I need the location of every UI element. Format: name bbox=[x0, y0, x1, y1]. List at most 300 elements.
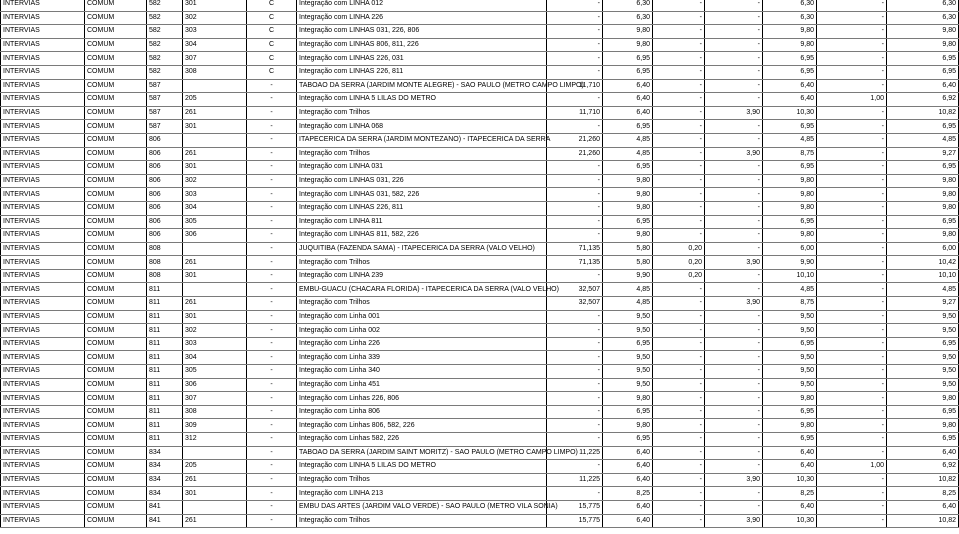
category-cell: C bbox=[247, 25, 297, 39]
line-number-cell: 841 bbox=[147, 500, 183, 514]
table-row bbox=[1, 297, 959, 311]
integration-code-cell: 312 bbox=[183, 433, 247, 447]
table-row bbox=[1, 405, 959, 419]
operator-cell: INTERVIAS bbox=[1, 79, 85, 93]
metro-surcharge-cell: - bbox=[817, 500, 887, 514]
service-type-cell: COMUM bbox=[85, 392, 147, 406]
description-cell: Integração com LINHA 012 bbox=[297, 0, 547, 11]
line-number-cell: 841 bbox=[147, 514, 183, 528]
operator-cell: INTERVIAS bbox=[1, 405, 85, 419]
integration-code-cell bbox=[183, 133, 247, 147]
metro-surcharge-cell: - bbox=[817, 11, 887, 25]
line-number-cell: 587 bbox=[147, 120, 183, 134]
final-total-cell: 9,80 bbox=[887, 419, 959, 433]
operator-cell: INTERVIAS bbox=[1, 473, 85, 487]
line-number-cell: 582 bbox=[147, 38, 183, 52]
fare-cell: 6,40 bbox=[603, 460, 653, 474]
line-number-cell: 806 bbox=[147, 215, 183, 229]
category-cell: C bbox=[247, 65, 297, 79]
description-cell: Integração com LINHAS 806, 811, 226 bbox=[297, 38, 547, 52]
service-type-cell: COMUM bbox=[85, 283, 147, 297]
distance-cell: - bbox=[547, 120, 603, 134]
fare-cell: 6,40 bbox=[603, 93, 653, 107]
surcharge-cell: - bbox=[653, 188, 705, 202]
category-cell: - bbox=[247, 106, 297, 120]
table-row bbox=[1, 65, 959, 79]
description-cell: Integração com Trilhos bbox=[297, 473, 547, 487]
integration-code-cell: 305 bbox=[183, 365, 247, 379]
integration-fare-cell: - bbox=[705, 351, 763, 365]
integration-code-cell: 261 bbox=[183, 256, 247, 270]
table-row bbox=[1, 256, 959, 270]
description-cell: Integração com LINHAS 226, 811 bbox=[297, 201, 547, 215]
integration-fare-cell: 3,90 bbox=[705, 106, 763, 120]
final-total-cell: 9,80 bbox=[887, 38, 959, 52]
line-number-cell: 806 bbox=[147, 188, 183, 202]
surcharge-cell: - bbox=[653, 174, 705, 188]
final-total-cell: 8,25 bbox=[887, 487, 959, 501]
table-row bbox=[1, 419, 959, 433]
metro-surcharge-cell: - bbox=[817, 446, 887, 460]
operator-cell: INTERVIAS bbox=[1, 229, 85, 243]
service-type-cell: COMUM bbox=[85, 79, 147, 93]
distance-cell: - bbox=[547, 310, 603, 324]
operator-cell: INTERVIAS bbox=[1, 201, 85, 215]
final-total-cell: 9,80 bbox=[887, 25, 959, 39]
operator-cell: INTERVIAS bbox=[1, 11, 85, 25]
surcharge-cell: - bbox=[653, 283, 705, 297]
description-cell: Integração com LINHA 811 bbox=[297, 215, 547, 229]
integration-code-cell: 261 bbox=[183, 514, 247, 528]
final-total-cell: 6,95 bbox=[887, 120, 959, 134]
service-type-cell: COMUM bbox=[85, 378, 147, 392]
operator-cell: INTERVIAS bbox=[1, 147, 85, 161]
service-type-cell: COMUM bbox=[85, 11, 147, 25]
category-cell: - bbox=[247, 174, 297, 188]
fare-cell: 5,80 bbox=[603, 242, 653, 256]
service-type-cell: COMUM bbox=[85, 324, 147, 338]
table-row bbox=[1, 242, 959, 256]
distance-cell: - bbox=[547, 365, 603, 379]
final-total-cell: 9,80 bbox=[887, 229, 959, 243]
fare-cell: 5,80 bbox=[603, 256, 653, 270]
table-row bbox=[1, 174, 959, 188]
description-cell: Integração com Linhas 582, 226 bbox=[297, 433, 547, 447]
description-cell: Integração com LINHAS 031, 226 bbox=[297, 174, 547, 188]
metro-surcharge-cell: - bbox=[817, 283, 887, 297]
total-cell: 9,80 bbox=[763, 38, 817, 52]
operator-cell: INTERVIAS bbox=[1, 269, 85, 283]
table-row bbox=[1, 514, 959, 528]
integration-code-cell: 302 bbox=[183, 324, 247, 338]
category-cell: - bbox=[247, 337, 297, 351]
line-number-cell: 811 bbox=[147, 405, 183, 419]
integration-fare-cell: - bbox=[705, 188, 763, 202]
distance-cell: 21,260 bbox=[547, 133, 603, 147]
line-number-cell: 582 bbox=[147, 0, 183, 11]
integration-code-cell: 307 bbox=[183, 52, 247, 66]
operator-cell: INTERVIAS bbox=[1, 120, 85, 134]
total-cell: 9,50 bbox=[763, 324, 817, 338]
final-total-cell: 6,30 bbox=[887, 11, 959, 25]
integration-fare-cell: - bbox=[705, 433, 763, 447]
surcharge-cell: - bbox=[653, 460, 705, 474]
metro-surcharge-cell: - bbox=[817, 52, 887, 66]
service-type-cell: COMUM bbox=[85, 419, 147, 433]
category-cell: - bbox=[247, 433, 297, 447]
integration-fare-cell: - bbox=[705, 405, 763, 419]
line-number-cell: 811 bbox=[147, 378, 183, 392]
integration-code-cell: 303 bbox=[183, 188, 247, 202]
integration-code-cell: 205 bbox=[183, 93, 247, 107]
line-number-cell: 806 bbox=[147, 201, 183, 215]
final-total-cell: 9,80 bbox=[887, 174, 959, 188]
distance-cell: - bbox=[547, 378, 603, 392]
final-total-cell: 6,95 bbox=[887, 405, 959, 419]
line-number-cell: 834 bbox=[147, 487, 183, 501]
fare-cell: 9,80 bbox=[603, 174, 653, 188]
description-cell: JUQUITIBA (FAZENDA SAMA) - ITAPECERICA DA SERRA (VALO VELHO) bbox=[297, 242, 547, 256]
surcharge-cell: - bbox=[653, 93, 705, 107]
integration-code-cell: 301 bbox=[183, 310, 247, 324]
integration-fare-cell: - bbox=[705, 11, 763, 25]
description-cell: Integração com LINHA 213 bbox=[297, 487, 547, 501]
operator-cell: INTERVIAS bbox=[1, 242, 85, 256]
distance-cell: 71,135 bbox=[547, 256, 603, 270]
distance-cell: 21,260 bbox=[547, 147, 603, 161]
integration-code-cell: 301 bbox=[183, 0, 247, 11]
operator-cell: INTERVIAS bbox=[1, 487, 85, 501]
final-total-cell: 9,80 bbox=[887, 188, 959, 202]
category-cell: - bbox=[247, 120, 297, 134]
integration-fare-cell: - bbox=[705, 460, 763, 474]
metro-surcharge-cell: 1,00 bbox=[817, 460, 887, 474]
line-number-cell: 806 bbox=[147, 147, 183, 161]
distance-cell: - bbox=[547, 161, 603, 175]
integration-code-cell: 301 bbox=[183, 487, 247, 501]
distance-cell: - bbox=[547, 392, 603, 406]
distance-cell: 15,775 bbox=[547, 514, 603, 528]
fare-cell: 4,85 bbox=[603, 297, 653, 311]
final-total-cell: 9,50 bbox=[887, 378, 959, 392]
service-type-cell: COMUM bbox=[85, 188, 147, 202]
description-cell: ITAPECERICA DA SERRA (JARDIM MONTEZANO) - ITAPECERICA DA SERRA bbox=[297, 133, 547, 147]
line-number-cell: 811 bbox=[147, 419, 183, 433]
description-cell: Integração com Trilhos bbox=[297, 297, 547, 311]
category-cell: - bbox=[247, 487, 297, 501]
metro-surcharge-cell: - bbox=[817, 269, 887, 283]
fare-cell: 6,95 bbox=[603, 337, 653, 351]
line-number-cell: 811 bbox=[147, 310, 183, 324]
operator-cell: INTERVIAS bbox=[1, 215, 85, 229]
total-cell: 8,75 bbox=[763, 147, 817, 161]
integration-code-cell: 309 bbox=[183, 419, 247, 433]
service-type-cell: COMUM bbox=[85, 120, 147, 134]
total-cell: 6,95 bbox=[763, 161, 817, 175]
fare-cell: 9,80 bbox=[603, 38, 653, 52]
service-type-cell: COMUM bbox=[85, 433, 147, 447]
table-row bbox=[1, 120, 959, 134]
surcharge-cell: - bbox=[653, 79, 705, 93]
integration-fare-cell: - bbox=[705, 392, 763, 406]
total-cell: 10,30 bbox=[763, 106, 817, 120]
integration-code-cell: 304 bbox=[183, 351, 247, 365]
line-number-cell: 834 bbox=[147, 446, 183, 460]
service-type-cell: COMUM bbox=[85, 487, 147, 501]
fare-cell: 6,95 bbox=[603, 161, 653, 175]
table-row bbox=[1, 310, 959, 324]
fare-cell: 9,80 bbox=[603, 25, 653, 39]
final-total-cell: 6,92 bbox=[887, 460, 959, 474]
operator-cell: INTERVIAS bbox=[1, 283, 85, 297]
final-total-cell: 9,50 bbox=[887, 324, 959, 338]
category-cell: - bbox=[247, 310, 297, 324]
fare-cell: 9,50 bbox=[603, 378, 653, 392]
category-cell: - bbox=[247, 188, 297, 202]
table-row bbox=[1, 25, 959, 39]
fare-cell: 6,40 bbox=[603, 473, 653, 487]
surcharge-cell: - bbox=[653, 133, 705, 147]
total-cell: 9,50 bbox=[763, 351, 817, 365]
distance-cell: - bbox=[547, 201, 603, 215]
description-cell: Integração com Linhas 806, 582, 226 bbox=[297, 419, 547, 433]
distance-cell: - bbox=[547, 52, 603, 66]
fare-cell: 8,25 bbox=[603, 487, 653, 501]
description-cell: Integração com LINHA 068 bbox=[297, 120, 547, 134]
integration-fare-cell: 3,90 bbox=[705, 297, 763, 311]
metro-surcharge-cell: - bbox=[817, 256, 887, 270]
surcharge-cell: - bbox=[653, 25, 705, 39]
service-type-cell: COMUM bbox=[85, 242, 147, 256]
description-cell: Integração com LINHA 5 LILAS DO METRO bbox=[297, 93, 547, 107]
category-cell: - bbox=[247, 147, 297, 161]
integration-fare-cell: 3,90 bbox=[705, 256, 763, 270]
distance-cell: - bbox=[547, 25, 603, 39]
operator-cell: INTERVIAS bbox=[1, 133, 85, 147]
metro-surcharge-cell: - bbox=[817, 378, 887, 392]
service-type-cell: COMUM bbox=[85, 133, 147, 147]
fare-cell: 9,50 bbox=[603, 324, 653, 338]
metro-surcharge-cell: - bbox=[817, 79, 887, 93]
table-row bbox=[1, 188, 959, 202]
description-cell: Integração com Linha 226 bbox=[297, 337, 547, 351]
operator-cell: INTERVIAS bbox=[1, 297, 85, 311]
operator-cell: INTERVIAS bbox=[1, 93, 85, 107]
total-cell: 6,95 bbox=[763, 215, 817, 229]
line-number-cell: 811 bbox=[147, 283, 183, 297]
fare-cell: 6,40 bbox=[603, 79, 653, 93]
service-type-cell: COMUM bbox=[85, 365, 147, 379]
category-cell: - bbox=[247, 93, 297, 107]
line-number-cell: 811 bbox=[147, 433, 183, 447]
total-cell: 6,40 bbox=[763, 446, 817, 460]
description-cell: Integração com LINHA 5 LILAS DO METRO bbox=[297, 460, 547, 474]
operator-cell: INTERVIAS bbox=[1, 161, 85, 175]
integration-code-cell: 308 bbox=[183, 65, 247, 79]
description-cell: Integração com Linha 806 bbox=[297, 405, 547, 419]
service-type-cell: COMUM bbox=[85, 229, 147, 243]
service-type-cell: COMUM bbox=[85, 25, 147, 39]
integration-fare-cell: 3,90 bbox=[705, 514, 763, 528]
service-type-cell: COMUM bbox=[85, 38, 147, 52]
metro-surcharge-cell: - bbox=[817, 201, 887, 215]
integration-fare-cell: - bbox=[705, 133, 763, 147]
description-cell: Integração com LINHAS 811, 582, 226 bbox=[297, 229, 547, 243]
description-cell: Integração com Linha 451 bbox=[297, 378, 547, 392]
operator-cell: INTERVIAS bbox=[1, 324, 85, 338]
total-cell: 9,50 bbox=[763, 378, 817, 392]
total-cell: 6,30 bbox=[763, 11, 817, 25]
final-total-cell: 6,30 bbox=[887, 0, 959, 11]
table-row bbox=[1, 473, 959, 487]
fare-cell: 4,85 bbox=[603, 133, 653, 147]
fare-cell: 6,95 bbox=[603, 120, 653, 134]
metro-surcharge-cell: - bbox=[817, 0, 887, 11]
distance-cell: - bbox=[547, 11, 603, 25]
fare-cell: 6,95 bbox=[603, 52, 653, 66]
table-row bbox=[1, 229, 959, 243]
surcharge-cell: - bbox=[653, 106, 705, 120]
surcharge-cell: - bbox=[653, 487, 705, 501]
surcharge-cell: - bbox=[653, 201, 705, 215]
distance-cell: - bbox=[547, 337, 603, 351]
service-type-cell: COMUM bbox=[85, 0, 147, 11]
metro-surcharge-cell: - bbox=[817, 161, 887, 175]
total-cell: 9,80 bbox=[763, 201, 817, 215]
final-total-cell: 6,95 bbox=[887, 161, 959, 175]
total-cell: 6,00 bbox=[763, 242, 817, 256]
table-row bbox=[1, 79, 959, 93]
category-cell: - bbox=[247, 473, 297, 487]
integration-fare-cell: - bbox=[705, 38, 763, 52]
surcharge-cell: - bbox=[653, 433, 705, 447]
total-cell: 9,80 bbox=[763, 174, 817, 188]
metro-surcharge-cell: - bbox=[817, 487, 887, 501]
description-cell: Integração com LINHA 031 bbox=[297, 161, 547, 175]
line-number-cell: 808 bbox=[147, 269, 183, 283]
integration-fare-cell: - bbox=[705, 0, 763, 11]
service-type-cell: COMUM bbox=[85, 446, 147, 460]
integration-fare-cell: - bbox=[705, 446, 763, 460]
surcharge-cell: - bbox=[653, 446, 705, 460]
total-cell: 6,95 bbox=[763, 337, 817, 351]
surcharge-cell: - bbox=[653, 337, 705, 351]
integration-code-cell: 304 bbox=[183, 38, 247, 52]
category-cell: C bbox=[247, 0, 297, 11]
final-total-cell: 6,40 bbox=[887, 446, 959, 460]
fare-cell: 6,40 bbox=[603, 500, 653, 514]
final-total-cell: 9,50 bbox=[887, 365, 959, 379]
surcharge-cell: - bbox=[653, 351, 705, 365]
table-body bbox=[1, 0, 959, 528]
line-number-cell: 808 bbox=[147, 256, 183, 270]
fare-cell: 6,40 bbox=[603, 106, 653, 120]
fare-cell: 6,95 bbox=[603, 433, 653, 447]
description-cell: Integração com Linha 340 bbox=[297, 365, 547, 379]
distance-cell: - bbox=[547, 215, 603, 229]
service-type-cell: COMUM bbox=[85, 310, 147, 324]
metro-surcharge-cell: - bbox=[817, 365, 887, 379]
fare-cell: 9,90 bbox=[603, 269, 653, 283]
integration-fare-cell: - bbox=[705, 229, 763, 243]
final-total-cell: 6,40 bbox=[887, 79, 959, 93]
integration-fare-cell: - bbox=[705, 215, 763, 229]
distance-cell: - bbox=[547, 269, 603, 283]
category-cell: - bbox=[247, 460, 297, 474]
surcharge-cell: - bbox=[653, 65, 705, 79]
table-row bbox=[1, 365, 959, 379]
distance-cell: - bbox=[547, 419, 603, 433]
total-cell: 9,80 bbox=[763, 229, 817, 243]
total-cell: 9,80 bbox=[763, 392, 817, 406]
table-row bbox=[1, 433, 959, 447]
integration-code-cell: 261 bbox=[183, 297, 247, 311]
fare-cell: 9,80 bbox=[603, 188, 653, 202]
service-type-cell: COMUM bbox=[85, 52, 147, 66]
category-cell: C bbox=[247, 52, 297, 66]
integration-fare-cell: - bbox=[705, 242, 763, 256]
table-row bbox=[1, 487, 959, 501]
operator-cell: INTERVIAS bbox=[1, 256, 85, 270]
integration-code-cell: 261 bbox=[183, 147, 247, 161]
integration-fare-cell: - bbox=[705, 93, 763, 107]
description-cell: Integração com LINHAS 031, 226, 806 bbox=[297, 25, 547, 39]
line-number-cell: 834 bbox=[147, 460, 183, 474]
table-row bbox=[1, 446, 959, 460]
table-row bbox=[1, 201, 959, 215]
integration-code-cell: 306 bbox=[183, 229, 247, 243]
table-row bbox=[1, 161, 959, 175]
fare-cell: 6,30 bbox=[603, 0, 653, 11]
total-cell: 6,95 bbox=[763, 405, 817, 419]
line-number-cell: 811 bbox=[147, 392, 183, 406]
service-type-cell: COMUM bbox=[85, 201, 147, 215]
fare-cell: 9,50 bbox=[603, 365, 653, 379]
distance-cell: - bbox=[547, 174, 603, 188]
distance-cell: - bbox=[547, 0, 603, 11]
final-total-cell: 6,95 bbox=[887, 52, 959, 66]
operator-cell: INTERVIAS bbox=[1, 378, 85, 392]
distance-cell: 11,225 bbox=[547, 446, 603, 460]
line-number-cell: 582 bbox=[147, 52, 183, 66]
line-number-cell: 582 bbox=[147, 11, 183, 25]
metro-surcharge-cell: - bbox=[817, 229, 887, 243]
category-cell: - bbox=[247, 378, 297, 392]
table-row bbox=[1, 0, 959, 11]
total-cell: 4,85 bbox=[763, 283, 817, 297]
surcharge-cell: - bbox=[653, 378, 705, 392]
surcharge-cell: - bbox=[653, 161, 705, 175]
metro-surcharge-cell: - bbox=[817, 297, 887, 311]
description-cell: Integração com LINHAS 226, 811 bbox=[297, 65, 547, 79]
category-cell: C bbox=[247, 11, 297, 25]
table-row bbox=[1, 460, 959, 474]
category-cell: - bbox=[247, 161, 297, 175]
surcharge-cell: - bbox=[653, 473, 705, 487]
surcharge-cell: 0,20 bbox=[653, 256, 705, 270]
integration-code-cell: 308 bbox=[183, 405, 247, 419]
final-total-cell: 4,85 bbox=[887, 133, 959, 147]
operator-cell: INTERVIAS bbox=[1, 188, 85, 202]
integration-code-cell bbox=[183, 500, 247, 514]
category-cell: - bbox=[247, 215, 297, 229]
operator-cell: INTERVIAS bbox=[1, 433, 85, 447]
service-type-cell: COMUM bbox=[85, 351, 147, 365]
total-cell: 9,80 bbox=[763, 25, 817, 39]
service-type-cell: COMUM bbox=[85, 174, 147, 188]
integration-fare-cell: - bbox=[705, 65, 763, 79]
final-total-cell: 10,82 bbox=[887, 514, 959, 528]
